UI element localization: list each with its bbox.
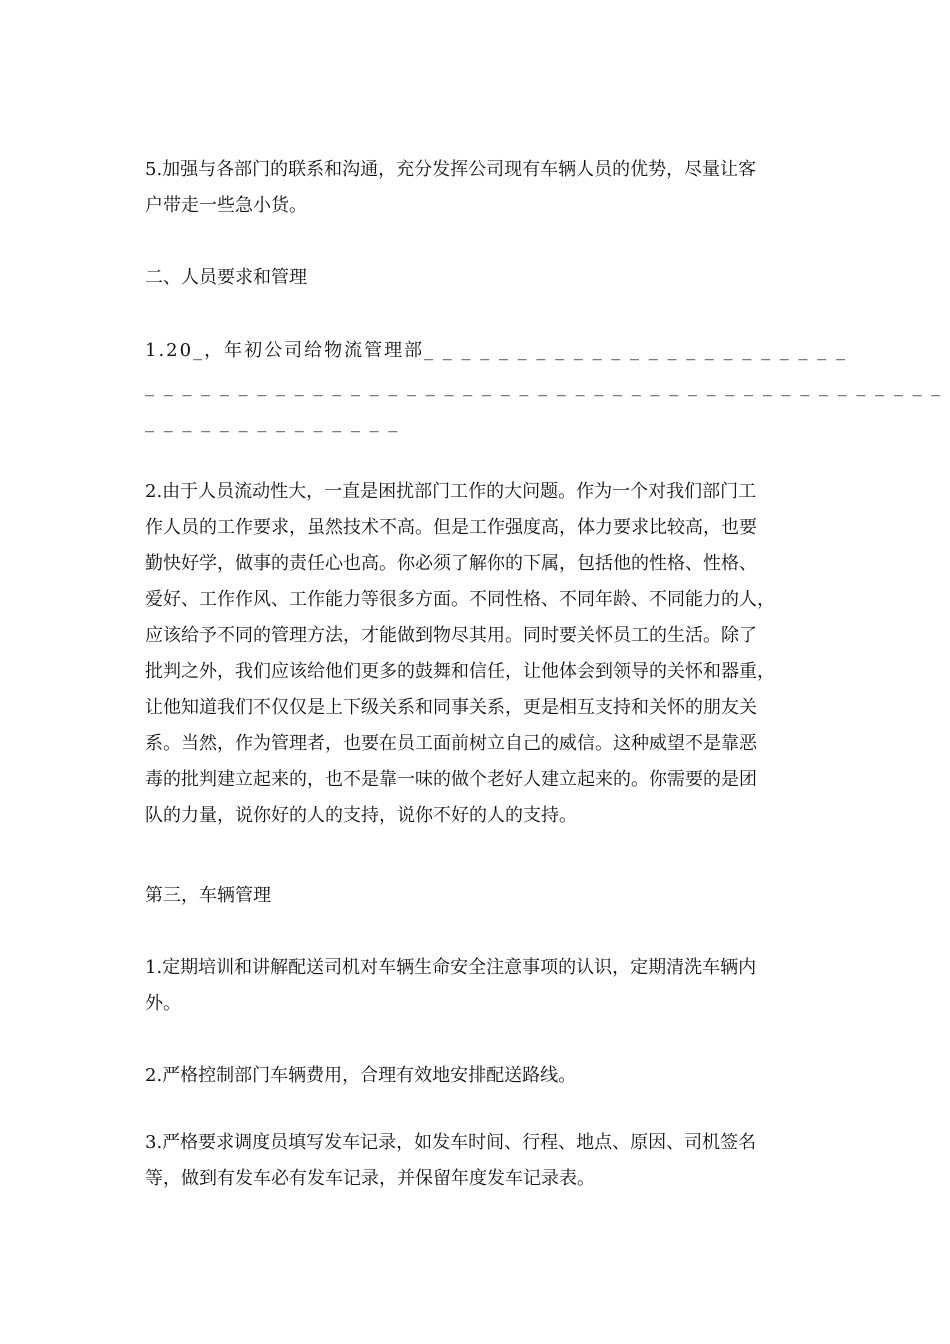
heading-text: 第三，车辆管理: [145, 885, 271, 906]
text-line: 让他知道我们不仅仅是上下级关系和同事关系，更是相互支持和关怀的朋友关: [145, 697, 757, 718]
text-line: 批判之外，我们应该给他们更多的鼓舞和信任，让他体会到领导的关怀和器重，: [145, 661, 775, 682]
paragraph-personnel-1: [145, 333, 943, 441]
section-heading-personnel: [145, 260, 810, 296]
text-line: 应该给予不同的管理方法，才能做到物尽其用。同时要关怀员工的生活。除了: [145, 625, 757, 646]
paragraph-vehicle-2: [145, 1058, 810, 1094]
text-line: 外。: [145, 993, 181, 1014]
paragraph-personnel-2: [145, 474, 810, 834]
paragraph-vehicle-1: [145, 950, 810, 1022]
text-line: 作人员的工作要求，虽然技术不高。但是工作强度高，体力要求比较高，也要: [145, 517, 757, 538]
text-line: 等，做到有发车必有发车记录，并保留年度发车记录表。: [145, 1168, 595, 1189]
section-heading-vehicle: [145, 878, 810, 914]
text-line-with-blanks: 1.20_，年初公司给物流管理部_ _ _ _ _ _ _ _ _ _ _ _ _ _ _ _ _ _ _ _ _ _ _: [145, 340, 847, 361]
text-line: 队的力量，说你好的人的支持，说你不好的人的支持。: [145, 805, 577, 826]
text-line: 1.定期培训和讲解配送司机对车辆生命安全注意事项的认识，定期清洗车辆内: [145, 957, 757, 978]
paragraph-item-5: [145, 152, 810, 224]
blank-dash-line: _ _ _ _ _ _ _ _ _ _ _ _ _ _: [145, 412, 400, 433]
text-line: 2.严格控制部门车辆费用，合理有效地安排配送路线。: [145, 1065, 577, 1086]
text-line: 勤快好学，做事的责任心也高。你必须了解你的下属，包括他的性格、性格、: [145, 553, 757, 574]
text-line: 5.加强与各部门的联系和沟通，充分发挥公司现有车辆人员的优势，尽量让客: [145, 159, 757, 180]
text-line: 3.严格要求调度员填写发车记录，如发车时间、行程、地点、原因、司机签名: [145, 1132, 757, 1153]
heading-text: 二、人员要求和管理: [145, 267, 307, 288]
text-line: 2.由于人员流动性大，一直是困扰部门工作的大问题。作为一个对我们部门工: [145, 481, 757, 502]
text-line: 爱好、工作作风、工作能力等很多方面。不同性格、不同年龄、不同能力的人，: [145, 589, 775, 610]
text-line: 系。当然，作为管理者，也要在员工面前树立自己的威信。这种威望不是靠恶: [145, 733, 757, 754]
paragraph-vehicle-3: [145, 1125, 810, 1197]
text-line: 户带走一些急小货。: [145, 195, 307, 216]
text-line: 毒的批判建立起来的，也不是靠一味的做个老好人建立起来的。你需要的是团: [145, 769, 757, 790]
blank-dash-line: _ _ _ _ _ _ _ _ _ _ _ _ _ _ _ _ _ _ _ _ _ _ _ _ _ _ _ _ _ _ _ _ _ _ _ _ _ _ _ _ _ _ _: [145, 376, 943, 397]
